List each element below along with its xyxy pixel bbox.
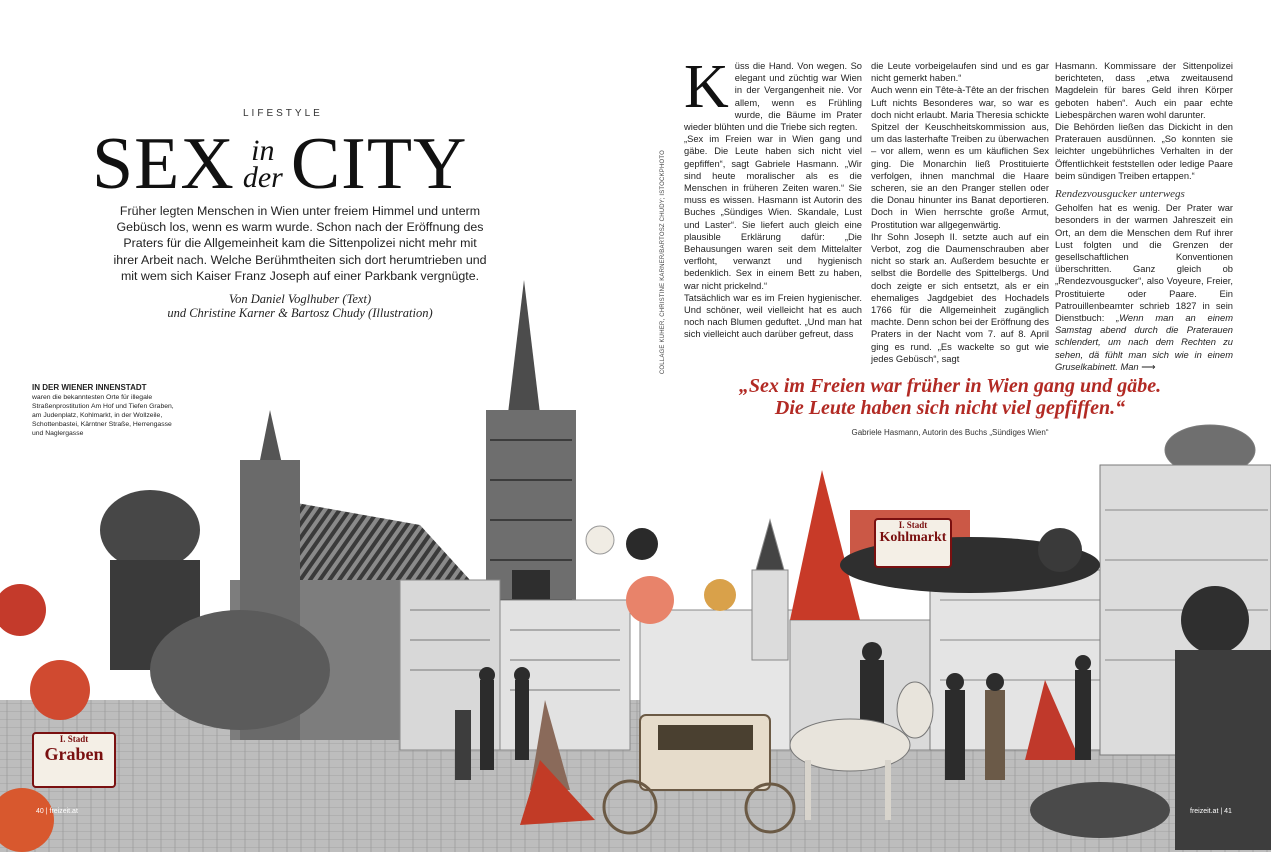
dropcap: K (684, 53, 729, 121)
article-paragraph: üss die Hand. Von wegen. So elegant und züchtig war Wien in der Vergangenheit nie. Vor allem, wenn es Frühling wurde, die Bäume im Prater wieder blühten und die Triebe sich regten. (684, 61, 862, 133)
red-pyramid (790, 470, 860, 620)
title-in-der (242, 134, 283, 194)
continue-arrow-icon[interactable]: ⟶ (1141, 361, 1156, 373)
article-paragraph: Hasmann. Kommissare der Sittenpolizei berichteten, dass „etwa zweitausend Magdelein für bares Geld ihren Körper geboten haben“. Auch ein paar echte Liebespärchen waren wohl darunter. (1055, 61, 1233, 120)
byline-text: Von Daniel Voglhuber (Text) (228, 292, 372, 306)
title-word-sex: SEX (92, 123, 235, 205)
title-word-city: CITY (290, 123, 468, 205)
lead-paragraph: Früher legten Menschen in Wien unter freiem Himmel und unterm Gebüsch los, wenn es warm wurde. Schon nach der Eröffnung des Praters für die Allgemeinheit kam die Sittenpolizei nicht mehr mit ihrer Arbeit nach. Welche Berühmtheiten sich dort herumtrieben und mit wem sich Kaiser Franz Joseph auf einer Parkbank vergnügte. (113, 204, 487, 283)
sign-district: I. Stadt (898, 520, 928, 530)
pull-quote-line2: Die Leute haben sich nicht viel gepfiffen.“ (774, 397, 1126, 419)
subhead: Rendezvousgucker unterwegs (1055, 188, 1185, 201)
collage-illustration (0, 280, 1271, 852)
sign-district: I. Stadt (59, 734, 89, 744)
article-paragraph: Ihr Sohn Joseph II. setzte auch auf ein Verbot, zog die Daumenschrauben aber nicht so stark an. Außerdem besuchte er selbst die Bordelle des Spittelbergs. Und doch zeigte er sich entsetzt, als er ein ehemaliges Jagdgebiet des Hochadels 1766 für die Allgemeinheit zugänglich machte. Denn schon bei der Eröffnung des Praters in der Nacht vom 7. auf 8. April ging es rund. „Es wackelte so gut wie jedes Gebüsch“, sagt (871, 231, 1049, 364)
sign-street: Kohlmarkt (879, 530, 947, 545)
title-word-der: der (242, 161, 283, 194)
article-paragraph: „Sex im Freien war in Wien gang und gäbe. Die Leute haben sich nicht viel gepfiffen“, sagt Gabriele Hasmann. „Wir sind heute moralischer als es die Menschen in früheren Zeiten waren.“ Sie muss es wissen. Hasmann ist Autorin des Buches „Sündiges Wien. Skandale, Lust und Laster“. Sie liefert auch gleich eine plausible Erklärung dafür: „Die Behausungen waren seit dem Mittelalter verfloht, verwanzt und hygienisch bedenklich. Sex in einem Bett zu haben, war nicht prickelnd.“ (684, 134, 862, 291)
paragraph-text: Geholfen hat es wenig. Der Prater war besonders in der warmen Jahreszeit ein Ort, an dem die Menschen dem Ruf ihrer Lust folgten und die Grenzen der gesellschaftlichen Konventionen überschritten. Ganz gleich ob „Rendezvousgucker“, also Voyeure, Freier, Prostituierte oder Paare. Ein Patrouillenbeamter schrieb 1827 in sein Dienstbuch: (1055, 203, 1233, 324)
byline-illustration: und Christine Karner & Bartosz Chudy (Illustration) (167, 306, 433, 320)
street-sign-kohlmarkt (874, 518, 952, 568)
title-word-in: in (251, 134, 275, 167)
caption-text: waren die bekanntesten Orte für illegale Straßenprostitution Am Hof und Tiefen Graben, am Judenplatz, Kohlmarkt, in der Wollzeile, Schottenbastei, Kärntner Straße, Herrengasse und Naglergasse (32, 393, 174, 437)
section-kicker: LIFESTYLE (243, 108, 323, 119)
street-sign-graben (32, 732, 116, 788)
page-title (92, 123, 468, 205)
page-number-right: freizeit.at | 41 (1190, 808, 1232, 815)
article-paragraph: Auch wenn ein Tête-à-Tête an der frischen Luft nichts Besonderes war, so war es doch nicht erlaubt. Maria Theresia schickte Spitzel der Keuschheitskommission aus, um das lasterhafte Treiben zu überwachen – vor allem, wenn es um käuflichen Sex ging. Die Monarchin ließ Prostituierte verfolgen, ihnen manchmal die Haare scheren, sie an den Pranger stellen oder die Donau hinunter ins Banat deportieren. Doch in Wien herrschte große Armut, Prostitution war allgegenwärtig. (871, 85, 1049, 230)
article-paragraph: die Leute vorbeigelaufen sind und es gar nicht gemerkt haben.“ (871, 61, 1049, 84)
article-paragraph: Die Behörden ließen das Dickicht in den Praterauen ausdünnen. „So konnten sie leichter ungebührliches Verhalten in der Öffentlichkeit feststellen oder ledige Paare beim sündigen Treiben ertappen.“ (1055, 122, 1233, 181)
pull-quote-line1: „Sex im Freien war früher in Wien gang und gäbe. (738, 375, 1162, 397)
article-paragraph: Tatsächlich war es im Freien hygienischer. Und schöner, weil vielleicht hat es auch noch nach Blumen geduftet. „Und man hat sich vielleicht auch darüber gefreut, dass (684, 292, 862, 340)
quote-text: „Wenn man an einem Samstag abend durch die Praterauen schlendert, um nach dem Rechten zu sehen, dä fühlt man sich wie in einem Gruselkabinett. Man (1055, 313, 1233, 372)
dark-moon (626, 528, 658, 560)
sign-street: Graben (44, 744, 104, 764)
caption-head: IN DER WIENER INNENSTADT (32, 383, 147, 392)
pull-quote-source: Gabriele Hasmann, Autorin des Buchs „Sündiges Wien“ (851, 428, 1049, 437)
photo-credit: COLLAGE KÜHER, CHRISTINE KARNER/BARTOSZ CHUDY; ISTOCKPHOTO (660, 150, 666, 375)
page-number-left: 40 | freizeit.at (36, 808, 78, 815)
